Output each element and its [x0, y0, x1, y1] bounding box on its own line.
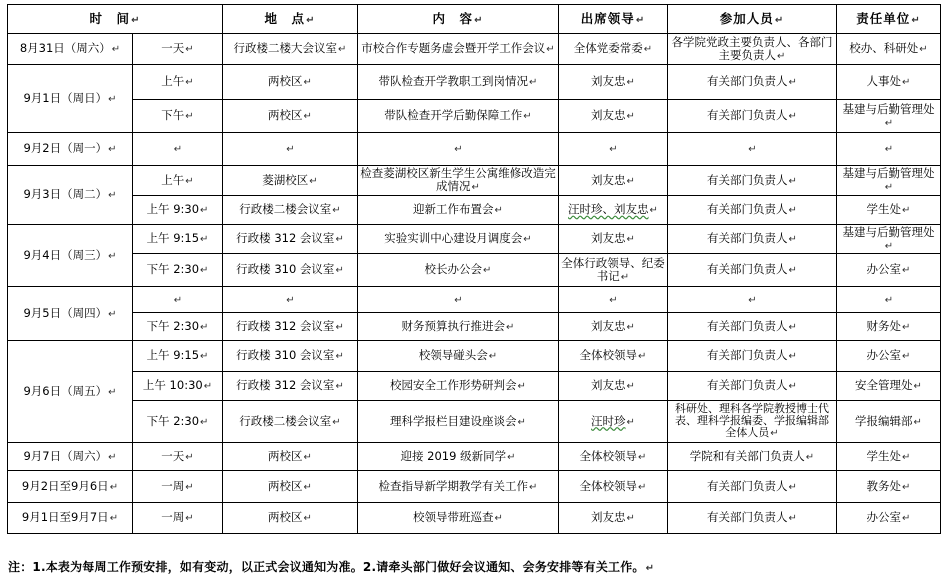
date-cell: 9月2日（周一）↵: [8, 133, 133, 166]
leader-cell: 刘友忠↵: [559, 166, 668, 196]
leader-cell: 刘友忠↵: [559, 503, 668, 534]
table-row: [8, 401, 941, 443]
content-cell: 检查指导新学期教学有关工作↵: [358, 471, 559, 503]
place-cell: 两校区↵: [223, 100, 358, 133]
leader-cell: 刘友忠↵: [559, 225, 668, 254]
header-time: 时 间↵: [8, 5, 223, 34]
content-cell: 理科学报栏目建设座谈会↵: [358, 401, 559, 443]
leader-cell: 刘友忠↵: [559, 313, 668, 341]
content-cell: 市校合作专题务虚会暨开学工作会议↵: [358, 34, 559, 65]
content-cell: 带队检查开学教职工到岗情况↵: [358, 65, 559, 100]
participants-cell: 有关部门负责人↵: [668, 471, 837, 503]
time-cell: 下午 2:30↵: [133, 313, 223, 341]
participants-cell: 有关部门负责人↵: [668, 225, 837, 254]
unit-cell: 安全管理处↵: [837, 372, 941, 401]
leader-cell: ↵: [559, 287, 668, 313]
participants-cell: 有关部门负责人↵: [668, 65, 837, 100]
time-cell: 下午 2:30↵: [133, 254, 223, 287]
time-cell: ↵: [133, 133, 223, 166]
participants-cell: 有关部门负责人↵: [668, 100, 837, 133]
participants-cell: 有关部门负责人↵: [668, 503, 837, 534]
table-row: [8, 372, 941, 401]
table-row: [8, 471, 941, 503]
unit-cell: 办公室↵: [837, 341, 941, 372]
date-cell: 9月7日（周六）↵: [8, 443, 133, 471]
leader-cell: 汪时珍↵: [559, 401, 668, 443]
footnote: 注：1.本表为每周工作预安排，如有变动，以正式会议通知为准。2.请牵头部门做好会议通知、会务安排等有关工作。↵: [8, 560, 655, 574]
participants-cell: 有关部门负责人↵: [668, 313, 837, 341]
place-cell: 行政楼 310 会议室↵: [223, 341, 358, 372]
time-cell: 上午 9:15↵: [133, 341, 223, 372]
content-cell: ↵: [358, 133, 559, 166]
place-cell: 行政楼 310 会议室↵: [223, 254, 358, 287]
participants-cell: 有关部门负责人↵: [668, 254, 837, 287]
participants-cell: 有关部门负责人↵: [668, 166, 837, 196]
time-cell: 上午 10:30↵: [133, 372, 223, 401]
time-cell: 下午 2:30↵: [133, 401, 223, 443]
time-cell: 上午 9:30↵: [133, 196, 223, 225]
date-cell: 9月3日（周二）↵: [8, 166, 133, 225]
place-cell: 行政楼二楼会议室↵: [223, 196, 358, 225]
time-cell: 一天↵: [133, 443, 223, 471]
content-cell: 带队检查开学后勤保障工作↵: [358, 100, 559, 133]
table-row: [8, 341, 941, 372]
header-unit: 责任单位↵: [837, 5, 941, 34]
header-row: [8, 5, 941, 34]
participants-cell: 有关部门负责人↵: [668, 196, 837, 225]
table-row: [8, 443, 941, 471]
content-cell: 校园安全工作形势研判会↵: [358, 372, 559, 401]
date-cell: 9月6日（周五）↵: [8, 341, 133, 443]
place-cell: ↵: [223, 287, 358, 313]
table-row: [8, 133, 941, 166]
content-cell: 校领导带班巡查↵: [358, 503, 559, 534]
content-cell: ↵: [358, 287, 559, 313]
participants-cell: 有关部门负责人↵: [668, 372, 837, 401]
unit-cell: 学报编辑部↵: [837, 401, 941, 443]
place-cell: 行政楼二楼会议室↵: [223, 401, 358, 443]
time-cell: 上午↵: [133, 65, 223, 100]
leader-cell: 全体校领导↵: [559, 443, 668, 471]
unit-cell: 基建与后勤管理处↵: [837, 100, 941, 133]
content-cell: 迎接 2019 级新同学↵: [358, 443, 559, 471]
table-row: [8, 196, 941, 225]
time-cell: 一周↵: [133, 503, 223, 534]
time-cell: 一天↵: [133, 34, 223, 65]
unit-cell: 基建与后勤管理处↵: [837, 166, 941, 196]
participants-cell: 有关部门负责人↵: [668, 341, 837, 372]
place-cell: 行政楼 312 会议室↵: [223, 372, 358, 401]
table-row: [8, 166, 941, 196]
table-row: [8, 254, 941, 287]
time-cell: 上午 9:15↵: [133, 225, 223, 254]
leader-cell: 全体党委常委↵: [559, 34, 668, 65]
unit-cell: 财务处↵: [837, 313, 941, 341]
leader-cell: ↵: [559, 133, 668, 166]
date-cell: 9月2日至9月6日↵: [8, 471, 133, 503]
table-row: [8, 313, 941, 341]
unit-cell: 人事处↵: [837, 65, 941, 100]
unit-cell: 校办、科研处↵: [837, 34, 941, 65]
leader-cell: 全体校领导↵: [559, 341, 668, 372]
place-cell: 行政楼 312 会议室↵: [223, 225, 358, 254]
date-cell: 8月31日（周六）↵: [8, 34, 133, 65]
participants-cell: 各学院党政主要负责人、各部门主要负责人↵: [668, 34, 837, 65]
participants-cell: 科研处、理科各学院教授博士代表、理科学报编委、学报编辑部全体人员↵: [668, 401, 837, 443]
leader-cell: 刘友忠↵: [559, 100, 668, 133]
header-leader: 出席领导↵: [559, 5, 668, 34]
table-row: [8, 287, 941, 313]
date-cell: 9月5日（周四）↵: [8, 287, 133, 341]
content-cell: 校长办公会↵: [358, 254, 559, 287]
content-cell: 迎新工作布置会↵: [358, 196, 559, 225]
schedule-table: [7, 4, 941, 534]
place-cell: 两校区↵: [223, 65, 358, 100]
unit-cell: 基建与后勤管理处↵: [837, 225, 941, 254]
time-cell: ↵: [133, 287, 223, 313]
table-row: [8, 100, 941, 133]
content-cell: 检查菱湖校区新生学生公寓维修改造完成情况↵: [358, 166, 559, 196]
unit-cell: 教务处↵: [837, 471, 941, 503]
unit-cell: 学生处↵: [837, 443, 941, 471]
date-cell: 9月4日（周三）↵: [8, 225, 133, 287]
participants-cell: ↵: [668, 287, 837, 313]
place-cell: 菱湖校区↵: [223, 166, 358, 196]
table-row: [8, 34, 941, 65]
place-cell: 两校区↵: [223, 503, 358, 534]
place-cell: ↵: [223, 133, 358, 166]
date-cell: 9月1日至9月7日↵: [8, 503, 133, 534]
content-cell: 财务预算执行推进会↵: [358, 313, 559, 341]
place-cell: 行政楼 312 会议室↵: [223, 313, 358, 341]
unit-cell: ↵: [837, 133, 941, 166]
leader-cell: 刘友忠↵: [559, 65, 668, 100]
leader-cell: 全体行政领导、纪委书记↵: [559, 254, 668, 287]
participants-cell: 学院和有关部门负责人↵: [668, 443, 837, 471]
header-content: 内 容↵: [358, 5, 559, 34]
unit-cell: 办公室↵: [837, 503, 941, 534]
unit-cell: 办公室↵: [837, 254, 941, 287]
participants-cell: ↵: [668, 133, 837, 166]
unit-cell: 学生处↵: [837, 196, 941, 225]
unit-cell: ↵: [837, 287, 941, 313]
header-participants: 参加人员↵: [668, 5, 837, 34]
place-cell: 两校区↵: [223, 471, 358, 503]
table-row: [8, 225, 941, 254]
time-cell: 一周↵: [133, 471, 223, 503]
header-place: 地 点↵: [223, 5, 358, 34]
leader-cell: 汪时珍、刘友忠↵: [559, 196, 668, 225]
content-cell: 校领导碰头会↵: [358, 341, 559, 372]
table-row: [8, 503, 941, 534]
table-row: [8, 65, 941, 100]
time-cell: 上午↵: [133, 166, 223, 196]
place-cell: 行政楼二楼大会议室↵: [223, 34, 358, 65]
leader-cell: 刘友忠↵: [559, 372, 668, 401]
content-cell: 实验实训中心建设月调度会↵: [358, 225, 559, 254]
date-cell: 9月1日（周日）↵: [8, 65, 133, 133]
time-cell: 下午↵: [133, 100, 223, 133]
place-cell: 两校区↵: [223, 443, 358, 471]
leader-cell: 全体校领导↵: [559, 471, 668, 503]
